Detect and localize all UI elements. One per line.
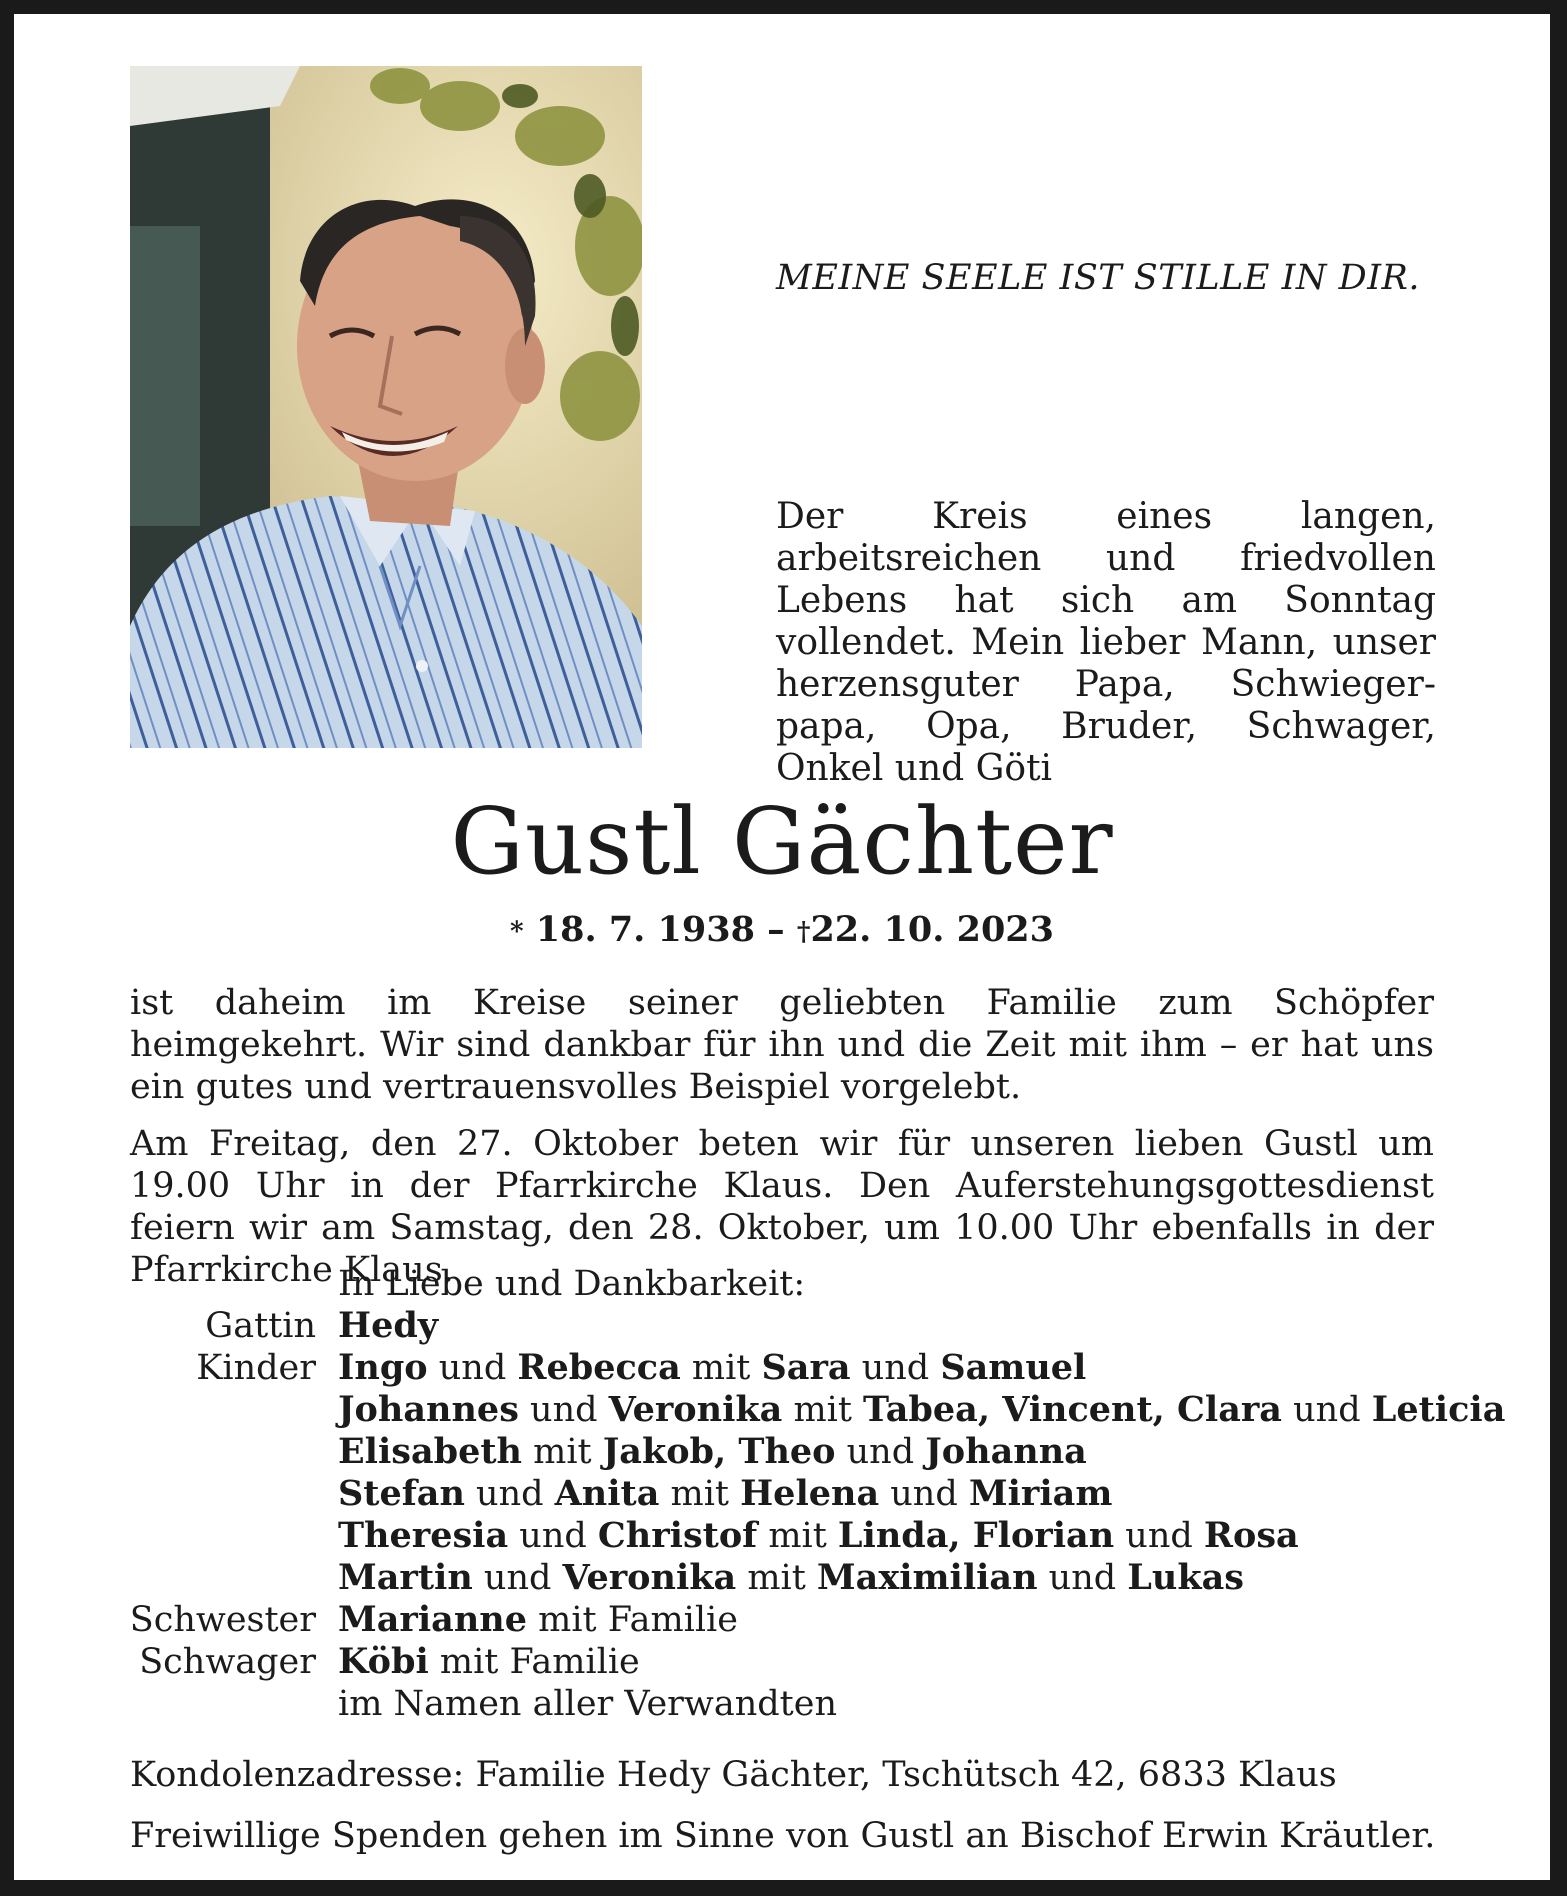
family-connector: mit Familie [527, 1600, 738, 1640]
obituary-card [14, 14, 1550, 1880]
death-date: 22. 10. 2023 [810, 909, 1055, 950]
family-member-name: Veronika [562, 1557, 737, 1598]
date-separator: – [767, 909, 785, 950]
family-member-name: Samuel [940, 1347, 1087, 1388]
family-member-name: Anita [554, 1473, 660, 1514]
family-member-name: Hedy [338, 1305, 439, 1346]
family-connector: und [1114, 1516, 1204, 1556]
family-connector: und [835, 1432, 926, 1472]
family-members [338, 1389, 1505, 1431]
family-member-name: Miriam [968, 1473, 1113, 1514]
family-member-name: Maximilian [816, 1557, 1038, 1598]
family-heading-row [126, 1263, 1505, 1305]
family-member-name: Tabea, Vincent, Clara [863, 1389, 1282, 1430]
family-relation-label [126, 1515, 316, 1557]
family-row [126, 1305, 1505, 1347]
family-members [338, 1305, 438, 1347]
family-member-name: Köbi [338, 1641, 429, 1682]
family-member-name: Theresia [338, 1515, 509, 1556]
family-connector: und [879, 1474, 969, 1514]
family-heading: In Liebe und Dankbarkeit: [338, 1264, 806, 1304]
family-member-name: Helena [740, 1473, 880, 1514]
family-member-name: Lukas [1127, 1557, 1244, 1598]
family-row [126, 1557, 1505, 1599]
family-member-name: Leticia [1371, 1389, 1506, 1430]
family-member-name: Jakob, Theo [602, 1431, 836, 1472]
family-member-name: Ingo [338, 1347, 428, 1388]
family-member-name: Elisabeth [338, 1431, 523, 1472]
family-members [338, 1347, 1086, 1389]
family-connector: mit [757, 1516, 838, 1556]
paragraph-services: Am Freitag, den 27. Oktober beten wir für unseren lieben Gustl um 19.00 Uhr in der Pfarrkirche Klaus. Den Auferstehungsgottesdienst feiern wir am Samstag, den 28. Oktober, um 10.00 Uhr ebenfalls in der Pfarrkirche Klaus. [130, 1124, 1434, 1290]
death-symbol: † [796, 917, 811, 947]
life-dates [14, 908, 1550, 952]
family-member-name: Christof [597, 1515, 758, 1556]
family-rows [126, 1305, 1505, 1725]
family-members [338, 1641, 640, 1683]
family-connector: mit [680, 1348, 762, 1388]
motto: MEINE SEELE IST STILLE IN DIR. [776, 258, 1421, 298]
family-connector: mit [782, 1390, 864, 1430]
family-connector: und [508, 1516, 598, 1556]
family-member-name: Rosa [1203, 1515, 1299, 1556]
family-list [126, 1263, 1505, 1725]
family-member-name: Marianne [338, 1599, 527, 1640]
family-row [126, 1431, 1505, 1473]
family-member-name: Linda, Florian [837, 1515, 1115, 1556]
family-connector: mit Familie [428, 1642, 640, 1682]
condolence-address: Kondolenzadresse: Familie Hedy Gächter, Tschütsch 42, 6833 Klaus [130, 1755, 1337, 1795]
family-connector: und [850, 1348, 941, 1388]
family-connector: und [1282, 1390, 1372, 1430]
family-member-name: Veronika [608, 1389, 783, 1430]
family-relation-label [126, 1431, 316, 1473]
intro-text: Der Kreis eines langen, arbeitsreichen und friedvollen Lebens hat sich am Sonntag vollendet. Mein lieber Mann, unser herzensguter Papa, Schwieger-papa, Opa, Bruder, Schwager, Onkel und Göti [776, 496, 1436, 789]
family-members [338, 1515, 1299, 1557]
family-connector: und [464, 1474, 555, 1514]
family-members [338, 1431, 1087, 1473]
family-row [126, 1683, 1505, 1725]
family-member-name: Rebecca [517, 1347, 681, 1388]
portrait-photo [130, 66, 642, 748]
family-relation-label: Gattin [205, 1306, 316, 1346]
family-row [126, 1599, 1505, 1641]
family-members [338, 1683, 837, 1725]
family-relation-label [126, 1683, 316, 1725]
family-relation-label: Kinder [196, 1348, 316, 1388]
family-member-name: Johannes [338, 1389, 519, 1430]
family-members [338, 1557, 1244, 1599]
family-connector: mit [736, 1558, 817, 1598]
birth-date: 18. 7. 1938 [535, 909, 755, 950]
family-member-name: Martin [338, 1557, 473, 1598]
family-relation-label: Schwager [139, 1642, 316, 1682]
family-connector: und [1037, 1558, 1128, 1598]
family-member-name: Sara [761, 1347, 851, 1388]
family-connector: und [427, 1348, 518, 1388]
family-connector: mit [522, 1432, 603, 1472]
family-connector: und [518, 1390, 609, 1430]
family-members [338, 1599, 738, 1641]
birth-symbol: * [509, 917, 524, 947]
portrait-image [130, 66, 642, 748]
family-relation-label [126, 1473, 316, 1515]
family-row [126, 1641, 1505, 1683]
family-relation-label [126, 1389, 316, 1431]
family-member-name: Johanna [925, 1431, 1087, 1472]
family-row [126, 1515, 1505, 1557]
family-connector: und [472, 1558, 563, 1598]
family-connector: im Namen aller Verwandten [338, 1684, 837, 1724]
family-members [338, 1473, 1112, 1515]
family-row [126, 1473, 1505, 1515]
family-relation-label [126, 1557, 316, 1599]
donation-note: Freiwillige Spenden gehen im Sinne von Gustl an Bischof Erwin Kräutler. [130, 1816, 1436, 1856]
family-member-name: Stefan [338, 1473, 465, 1514]
family-connector: mit [659, 1474, 741, 1514]
deceased-name: Gustl Gächter [450, 788, 1114, 895]
family-relation-label: Schwester [129, 1600, 316, 1640]
family-row [126, 1389, 1505, 1431]
paragraph-homecoming: ist daheim im Kreise seiner geliebten Familie zum Schöpfer heimgekehrt. Wir sind dankbar für ihn und die Zeit mit ihm – er hat uns ein gutes und vertrauensvolles Beispiel vorgelebt. [130, 983, 1434, 1107]
family-row [126, 1347, 1505, 1389]
